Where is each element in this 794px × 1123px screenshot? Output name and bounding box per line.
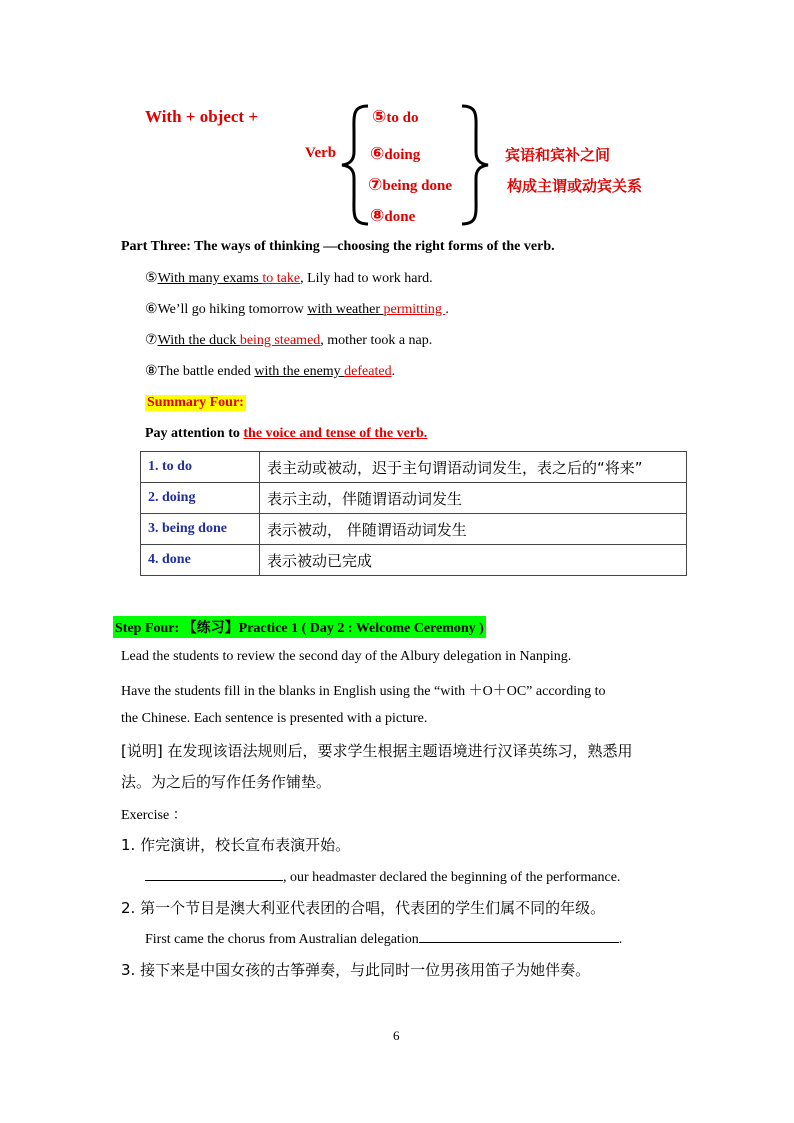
table-row bbox=[141, 514, 687, 545]
answer-blank-1[interactable] bbox=[145, 866, 283, 881]
form-doing: ⑥doing bbox=[370, 144, 421, 164]
meaning-cell: 表示被动， 伴随谓语动词发生 bbox=[260, 514, 687, 545]
table-row bbox=[141, 452, 687, 483]
question-2-chinese: 2. 第一个节目是澳大利亚代表团的合唱，代表团的学生们属不同的年级。 bbox=[121, 899, 606, 917]
form-cell: 1. to do bbox=[141, 452, 260, 483]
page-number: 6 bbox=[393, 1028, 400, 1043]
sentence-8: ⑧The battle ended with the enemy defeated. bbox=[145, 363, 396, 379]
step-four-line-3: the Chinese. Each sentence is presented with a picture. bbox=[121, 711, 428, 726]
meaning-cell: 表示主动，伴随谓语动词发生 bbox=[260, 483, 687, 514]
diagram-note-1: 宾语和宾补之间 bbox=[505, 146, 611, 164]
question-1-english: , our headmaster declared the beginning of the performance. bbox=[145, 866, 620, 886]
answer-blank-2[interactable] bbox=[419, 928, 619, 943]
step-four-title: Step Four: 【练习】Practice 1 ( Day 2 : Welcome Ceremony ) bbox=[113, 616, 486, 638]
summary-lead: Pay attention to the voice and tense of the verb. bbox=[145, 426, 428, 441]
summary-title: Summary Four: bbox=[147, 395, 244, 410]
table-row bbox=[141, 483, 687, 514]
step-four-line-1: Lead the students to review the second day of the Albury delegation in Nanping. bbox=[121, 649, 572, 664]
sentence-6: ⑥We’ll go hiking tomorrow with weather permitting . bbox=[145, 301, 449, 317]
note-line-2: 法。为之后的写作任务作铺垫。 bbox=[121, 773, 332, 791]
meaning-cell: 表主动或被动，迟于主句谓语动词发生，表之后的“将来” bbox=[260, 452, 687, 483]
diagram-lead: With + object + bbox=[145, 107, 259, 126]
question-2-english: First came the chorus from Australian delegation . bbox=[145, 928, 622, 948]
left-brace-icon bbox=[338, 104, 372, 226]
part-three-heading: Part Three: The ways of thinking —choosing the right forms of the verb. bbox=[121, 239, 555, 254]
note-line-1: [说明] 在发现该语法规则后，要求学生根据主题语境进行汉译英练习，熟悉用 bbox=[121, 742, 633, 760]
table-row bbox=[141, 545, 687, 576]
sentence-7: ⑦With the duck being steamed, mother took a nap. bbox=[145, 332, 433, 348]
form-to-do: ⑤to do bbox=[372, 107, 419, 127]
form-cell: 4. done bbox=[141, 545, 260, 576]
question-1-chinese: 1. 作完演讲，校长宣布表演开始。 bbox=[121, 836, 351, 854]
diagram-note-2: 构成主谓或动宾关系 bbox=[507, 177, 643, 195]
question-3-chinese: 3. 接下来是中国女孩的古筝弹奏，与此同时一位男孩用笛子为她伴奏。 bbox=[121, 961, 591, 979]
diagram-verb: Verb bbox=[305, 145, 337, 161]
step-four-line-2: Have the students fill in the blanks in English using the “with ＋O＋OC” according to bbox=[121, 684, 606, 699]
form-done: ⑧done bbox=[370, 206, 416, 226]
form-cell: 2. doing bbox=[141, 483, 260, 514]
form-cell: 3. being done bbox=[141, 514, 260, 545]
right-brace-icon bbox=[458, 104, 492, 226]
form-being-done: ⑦being done bbox=[368, 175, 453, 195]
summary-table bbox=[140, 451, 687, 576]
sentence-5: ⑤With many exams to take, Lily had to work hard. bbox=[145, 270, 433, 286]
meaning-cell: 表示被动已完成 bbox=[260, 545, 687, 576]
exercise-label: Exercise ： bbox=[121, 808, 187, 823]
